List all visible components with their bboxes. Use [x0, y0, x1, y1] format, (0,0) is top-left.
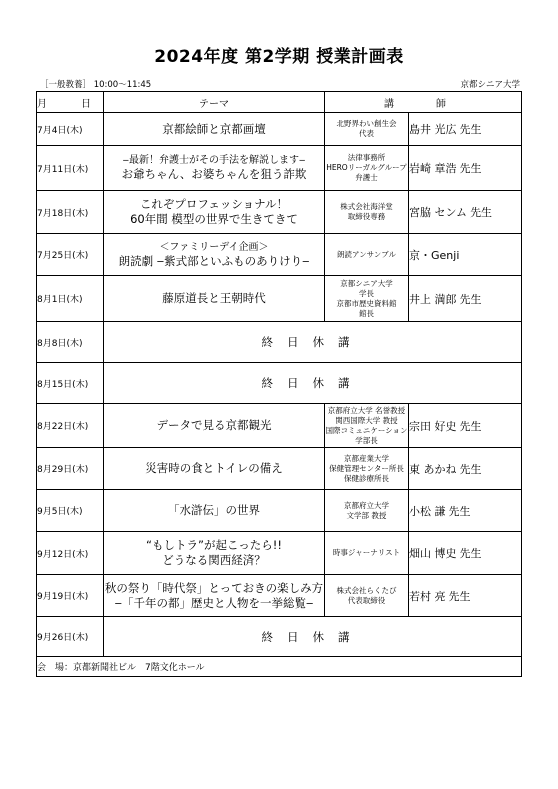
- speaker-cell: [409, 146, 522, 191]
- row-date: 9月12日(木): [37, 532, 104, 575]
- speaker-cell: [409, 234, 522, 276]
- theme-title: “もしトラ”が起こったら!! どうなる関西経済？: [146, 538, 282, 567]
- schedule-table: [36, 91, 522, 677]
- speaker-cell: [409, 532, 522, 575]
- row-theme: [104, 276, 325, 322]
- speaker-name: 畑山 博史: [409, 547, 457, 560]
- holiday-notice: 終日休講: [104, 363, 522, 404]
- speaker-affiliation: 京都シニア大学 学長 京都市歴史資料館 館長: [325, 276, 409, 322]
- row-date: 8月22日(木): [37, 404, 104, 448]
- holiday-notice: 終日休講: [104, 322, 522, 363]
- schedule-body: [37, 113, 522, 657]
- venue-text: 会 場：京都新聞社ビル 7階文化ホール: [37, 657, 522, 677]
- speaker-honorific: 先生: [459, 123, 482, 136]
- speaker-affiliation: 株式会社らくたび 代表取締役: [325, 575, 409, 617]
- speaker-honorific: 先生: [459, 162, 482, 175]
- row-theme: [104, 191, 325, 234]
- speaker-affiliation: 朗読アンサンブル: [325, 234, 409, 276]
- theme-title: これぞプロフェッショナル！ 60年間 模型の世界で生きてきて: [130, 197, 298, 226]
- table-row: [37, 234, 522, 276]
- speaker-affiliation: 株式会社海洋堂 取締役専務: [325, 191, 409, 234]
- speaker-honorific: 先生: [448, 589, 471, 603]
- theme-title: 京都絵師と京都画壇: [162, 121, 266, 136]
- speaker-name: 井上 満郎: [409, 292, 457, 306]
- theme-title: 「水滸伝」の世界: [168, 503, 260, 517]
- row-theme: [104, 234, 325, 276]
- table-row: [37, 617, 522, 657]
- venue-row: [37, 657, 522, 677]
- column-header-date: 月 日: [37, 92, 104, 113]
- row-date: 9月5日(木): [37, 490, 104, 532]
- speaker-cell: [409, 191, 522, 234]
- speaker-cell: [409, 490, 522, 532]
- row-date: 9月19日(木): [37, 575, 104, 617]
- organization-name: 京都シニア大学: [460, 80, 520, 90]
- speaker-honorific: 先生: [459, 419, 482, 433]
- speaker-honorific: 先生: [470, 206, 493, 219]
- row-date: 7月4日(木): [37, 113, 104, 146]
- speaker-name: 若村 亮: [409, 589, 446, 603]
- theme-title: お爺ちゃん、お婆ちゃんを狙う詐欺: [121, 167, 307, 181]
- row-theme: [104, 113, 325, 146]
- speaker-honorific: 先生: [459, 292, 482, 306]
- speaker-honorific: 先生: [459, 462, 482, 476]
- speaker-affiliation: 北野界わい創生会 代表: [325, 113, 409, 146]
- table-row: [37, 276, 522, 322]
- theme-subtitle: ‒最新！弁護士がその手法を解説します‒: [122, 155, 306, 166]
- speaker-honorific: 先生: [448, 504, 471, 518]
- speaker-name: 宮脇 センム: [409, 206, 468, 219]
- speaker-name: 島井 光広: [409, 123, 457, 136]
- speaker-name: 小松 謙: [409, 504, 446, 518]
- table-row: [37, 532, 522, 575]
- speaker-cell: [409, 113, 522, 146]
- speaker-affiliation: 京都府立大学 文学部 教授: [325, 490, 409, 532]
- table-row: [37, 575, 522, 617]
- row-theme: [104, 532, 325, 575]
- speaker-honorific: 先生: [459, 547, 482, 560]
- speaker-cell: [409, 575, 522, 617]
- row-date: 8月29日(木): [37, 448, 104, 490]
- page-title: 2024年度 第2学期 授業計画表: [154, 47, 404, 67]
- row-theme: [104, 490, 325, 532]
- table-row: [37, 322, 522, 363]
- speaker-name: 宗田 好史: [409, 419, 457, 433]
- speaker-affiliation: 京都産業大学 保健管理センター所長 保健診療所長: [325, 448, 409, 490]
- row-date: 7月25日(木): [37, 234, 104, 276]
- speaker-name: 京・Genji: [409, 248, 460, 262]
- speaker-cell: [409, 404, 522, 448]
- table-row: [37, 404, 522, 448]
- row-date: 9月26日(木): [37, 617, 104, 657]
- row-date: 8月1日(木): [37, 276, 104, 322]
- column-header-speaker: 講 師: [325, 92, 522, 113]
- table-row: [37, 448, 522, 490]
- speaker-cell: [409, 276, 522, 322]
- table-row: [37, 363, 522, 404]
- row-date: 7月11日(木): [37, 146, 104, 191]
- speaker-affiliation: 京都府立大学 名誉教授 関西国際大学 教授 国際コミュニケーション 学部長: [325, 404, 409, 448]
- row-date: 8月15日(木): [37, 363, 104, 404]
- theme-title: 藤原道長と王朝時代: [162, 291, 266, 305]
- table-header-row: [37, 92, 522, 113]
- theme-title: 災害時の食とトイレの備え: [145, 461, 283, 475]
- row-date: 7月18日(木): [37, 191, 104, 234]
- holiday-notice: 終日休講: [104, 617, 522, 657]
- row-theme: [104, 146, 325, 191]
- table-row: [37, 113, 522, 146]
- speaker-cell: [409, 448, 522, 490]
- course-time: ［一般教養］ 10:00～11:45: [40, 80, 152, 90]
- table-row: [37, 146, 522, 191]
- row-theme: [104, 575, 325, 617]
- column-header-theme: テーマ: [104, 92, 325, 113]
- table-row: [37, 191, 522, 234]
- theme-title: データで見る京都観光: [156, 418, 272, 432]
- row-date: 8月8日(木): [37, 322, 104, 363]
- theme-subtitle: ＜ファミリーデイ企画＞: [159, 241, 269, 253]
- theme-title: 朗読劇 ‒紫式部といふものありけり‒: [118, 253, 310, 268]
- table-row: [37, 490, 522, 532]
- theme-title: 秋の祭り「時代祭」とっておきの楽しみ方 ‒「千年の都」歴史と人物を一挙総覧‒: [104, 580, 324, 610]
- speaker-affiliation: 法律事務所 HEROリーガルグループ 弁護士: [325, 146, 409, 191]
- speaker-name: 岩崎 章浩: [409, 162, 457, 175]
- row-theme: [104, 404, 325, 448]
- row-theme: [104, 448, 325, 490]
- speaker-name: 東 あかね: [409, 462, 457, 476]
- speaker-affiliation: 時事ジャーナリスト: [325, 532, 409, 575]
